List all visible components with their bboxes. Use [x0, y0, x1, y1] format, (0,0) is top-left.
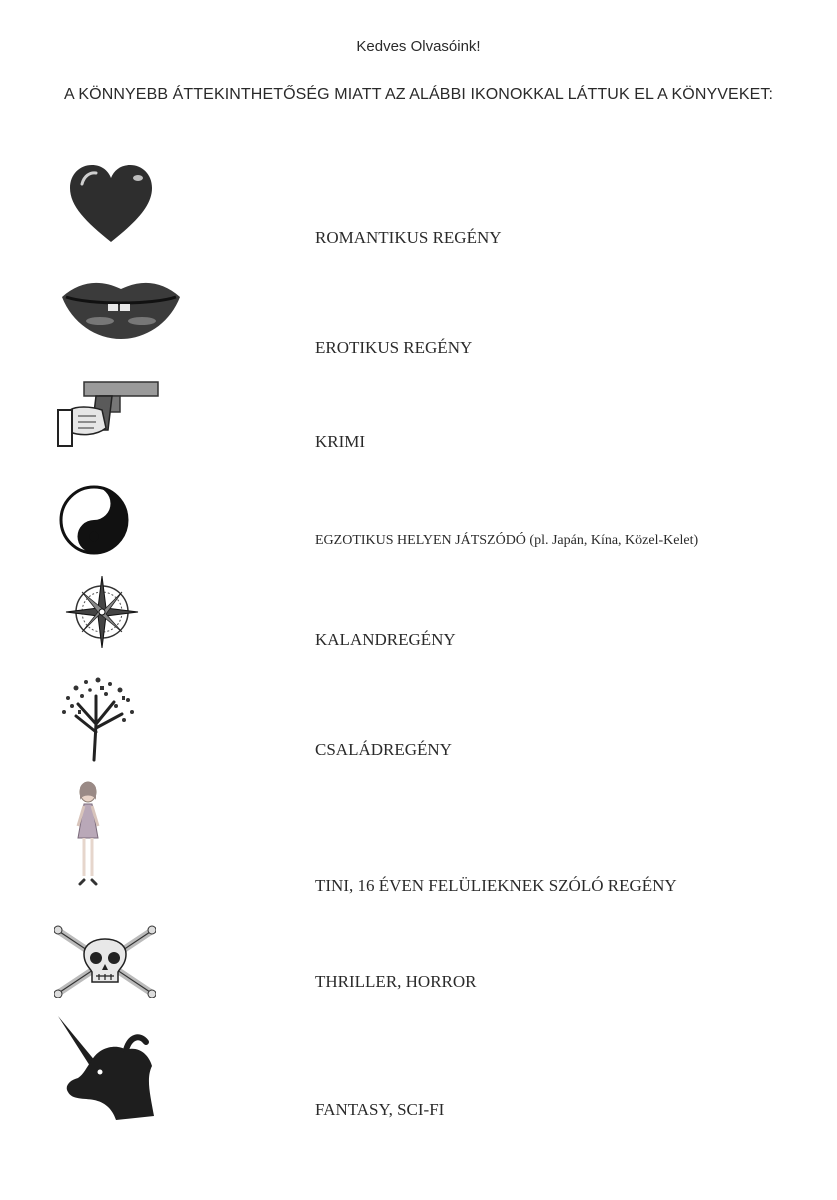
legend-label-exotic: EGZOTIKUS HELYEN JÁTSZÓDÓ (pl. Japán, Kína, Közel-Kelet)	[315, 533, 699, 548]
heart-icon	[66, 162, 156, 244]
legend-label-erotic: EROTIKUS REGÉNY	[315, 338, 473, 357]
lips-icon	[60, 275, 182, 341]
gun-hand-icon	[56, 376, 162, 452]
legend-label-thriller: THRILLER, HORROR	[315, 972, 477, 991]
legend-label-fantasy: FANTASY, SCI-FI	[315, 1100, 445, 1119]
intro-text: A KÖNNYEBB ÁTTEKINTHETŐSÉG MIATT AZ ALÁBBI IKONOKKAL LÁTTUK EL A KÖNYVEKET:	[63, 86, 774, 103]
tree-icon	[56, 672, 140, 762]
yin-yang-icon	[58, 484, 130, 556]
legend-label-adventure: KALANDREGÉNY	[315, 630, 456, 649]
legend-label-teen: TINI, 16 ÉVEN FELÜLIEKNEK SZÓLÓ REGÉNY	[315, 876, 677, 895]
unicorn-icon	[56, 1016, 156, 1122]
legend-label-romance: ROMANTIKUS REGÉNY	[315, 228, 502, 247]
skull-crossbones-icon	[54, 924, 156, 998]
compass-rose-icon	[60, 572, 144, 652]
greeting: Kedves Olvasóink!	[356, 38, 481, 55]
legend-label-family: CSALÁDREGÉNY	[315, 740, 452, 759]
legend-label-crime: KRIMI	[315, 432, 366, 451]
girl-figure-icon	[66, 780, 110, 892]
